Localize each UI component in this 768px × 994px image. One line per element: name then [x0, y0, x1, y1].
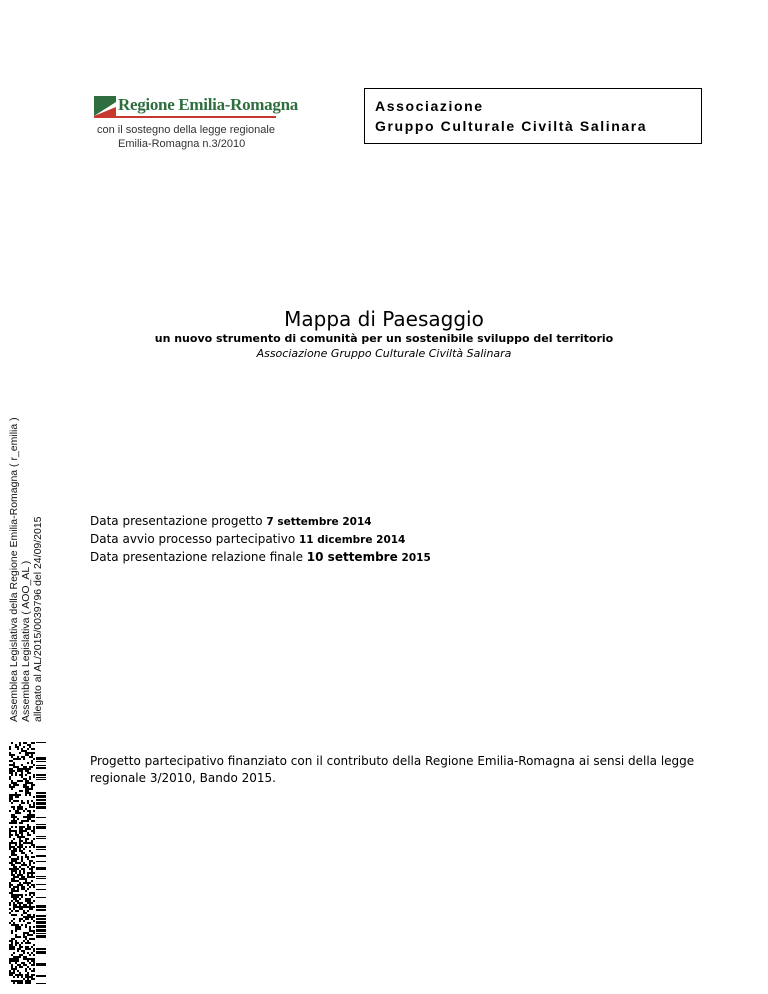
- date-value: 11 dicembre 2014: [299, 534, 406, 546]
- document-subtitle: un nuovo strumento di comunità per un sostenibile sviluppo del territorio: [154, 332, 614, 345]
- date-row-presentation: [90, 513, 431, 531]
- stamp-line-2: Assemblea Legislativa ( AOO_AL ): [20, 560, 32, 722]
- date-value-day: 10 settembre: [306, 550, 398, 564]
- stamp-text: [8, 417, 44, 722]
- linear-barcode: [36, 742, 46, 984]
- association-line-2: Gruppo Culturale Civiltà Salinara: [375, 118, 648, 134]
- project-dates: [90, 513, 431, 567]
- protocol-stamp: [0, 0, 52, 994]
- datamatrix-barcode: [9, 742, 35, 984]
- date-label: Data avvio processo partecipativo: [90, 532, 296, 546]
- association-box: [364, 88, 702, 144]
- date-row-start: [90, 531, 431, 549]
- region-logo: [94, 95, 298, 156]
- document-title: Mappa di Paesaggio: [284, 307, 484, 331]
- date-label: Data presentazione relazione finale: [90, 550, 303, 564]
- document-author: Associazione Gruppo Culturale Civiltà Salinara: [256, 347, 512, 360]
- logo-rule: [94, 116, 276, 118]
- funding-statement: Progetto partecipativo finanziato con il contributo della Regione Emilia-Romagna ai sensi della legge regionale 3/2010, Bando 2015.: [90, 754, 695, 785]
- region-name: Regione Emilia-Romagna: [118, 95, 298, 114]
- date-value: 7 settembre 2014: [266, 516, 372, 528]
- association-line-1: Associazione: [375, 98, 484, 114]
- stamp-line-1: Assemblea Legislativa della Regione Emilia-Romagna ( r_emilia ): [8, 417, 20, 722]
- stamp-line-3: allegato al AL/2015/0039796 del 24/09/2015: [32, 516, 44, 722]
- date-label: Data presentazione progetto: [90, 514, 263, 528]
- logo-law-text: Emilia-Romagna n.3/2010: [118, 138, 246, 150]
- date-row-final: [90, 549, 431, 567]
- logo-support-text: con il sostegno della legge regionale: [97, 124, 275, 136]
- date-value-year: 2015: [401, 552, 431, 564]
- region-flag-icon: [94, 96, 116, 116]
